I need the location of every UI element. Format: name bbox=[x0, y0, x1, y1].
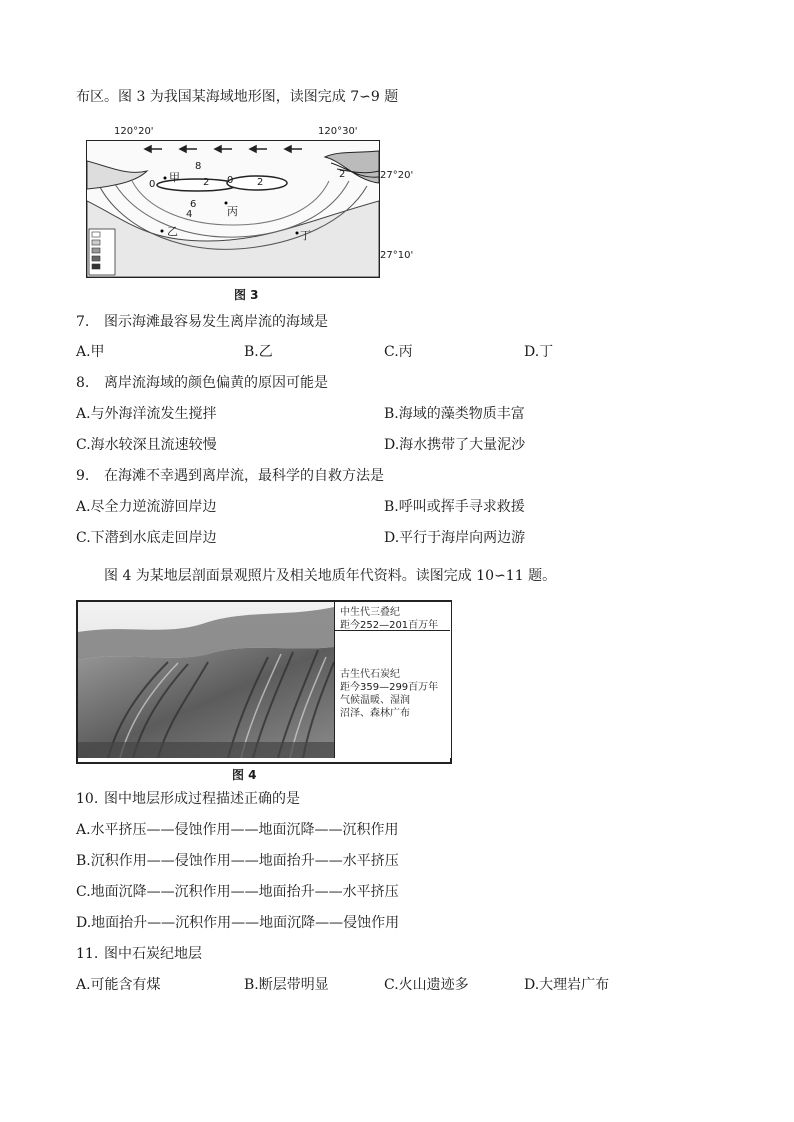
question-number: 8. bbox=[76, 375, 90, 391]
figure3-map bbox=[86, 140, 380, 278]
question-number: 11. bbox=[76, 946, 99, 962]
point-jia: 甲 bbox=[169, 171, 180, 184]
depth-label: 2 bbox=[339, 169, 346, 180]
question-stem: 在海滩不幸遇到离岸流，最科学的自救方法是 bbox=[104, 468, 384, 484]
label-line: 距今359—299百万年 bbox=[340, 682, 439, 693]
option-7d: D.丁 bbox=[524, 344, 554, 360]
question-stem: 图中石炭纪地层 bbox=[104, 946, 202, 962]
option-8d: D.海水携带了大量泥沙 bbox=[384, 437, 526, 453]
question-number: 9. bbox=[76, 468, 90, 484]
option-11b: B.断层带明显 bbox=[244, 977, 329, 993]
option-10a: A.水平挤压——侵蚀作用——地面沉降——沉积作用 bbox=[76, 822, 399, 838]
question-stem: 图示海滩最容易发生离岸流的海域是 bbox=[104, 314, 328, 330]
figure3-caption: 图 3 bbox=[234, 288, 259, 302]
point-yi: 乙 bbox=[167, 225, 178, 238]
question-10 bbox=[76, 790, 300, 808]
option-11c: C.火山遗迹多 bbox=[384, 977, 469, 993]
option-8b: B.海域的藻类物质丰富 bbox=[384, 406, 525, 422]
depth-label: 0 bbox=[227, 175, 234, 186]
option-10c: C.地面沉降——沉积作用——地面抬升——水平挤压 bbox=[76, 884, 399, 900]
question-number: 10. bbox=[76, 791, 99, 807]
depth-label: 6 bbox=[190, 199, 197, 210]
point-bing: 丙 bbox=[227, 205, 238, 218]
depth-label: 8 bbox=[195, 161, 202, 172]
intro-text: 布区。图 3 为我国某海域地形图，读图完成 7∽9 题 bbox=[76, 89, 399, 105]
depth-label: 0 bbox=[149, 179, 156, 190]
option-10d: D.地面抬升——沉积作用——地面沉降——侵蚀作用 bbox=[76, 915, 400, 931]
question-stem: 离岸流海域的颜色偏黄的原因可能是 bbox=[104, 375, 328, 391]
option-9a: A.尽全力逆流游回岸边 bbox=[76, 499, 217, 515]
option-7a: A.甲 bbox=[76, 344, 105, 360]
option-8a: A.与外海洋流发生搅拌 bbox=[76, 406, 217, 422]
label-line: 气候温暖、湿润 bbox=[340, 695, 410, 706]
option-7c: C.丙 bbox=[384, 344, 413, 360]
question-8 bbox=[76, 374, 328, 392]
figure4-caption: 图 4 bbox=[232, 768, 257, 782]
option-9d: D.平行于海岸向两边游 bbox=[384, 530, 526, 546]
question-9 bbox=[76, 467, 384, 485]
lon-label-left: 120°20' bbox=[114, 126, 154, 137]
depth-label: 2 bbox=[203, 177, 210, 188]
figure4-photo bbox=[76, 600, 452, 764]
option-11a: A.可能含有煤 bbox=[76, 977, 161, 993]
option-9c: C.下潜到水底走回岸边 bbox=[76, 530, 217, 546]
option-11d: D.大理岩广布 bbox=[524, 977, 610, 993]
question-number: 7. bbox=[76, 314, 90, 330]
question-11 bbox=[76, 945, 202, 963]
figure4-intro: 图 4 为某地层剖面景观照片及相关地质年代资料。读图完成 10∽11 题。 bbox=[104, 568, 557, 584]
label-line: 沼泽、森林广布 bbox=[340, 708, 410, 719]
option-10b: B.沉积作用——侵蚀作用——地面抬升——水平挤压 bbox=[76, 853, 399, 869]
question-7 bbox=[76, 313, 328, 331]
label-line: 中生代三叠纪 bbox=[340, 607, 400, 618]
strata-photo-graphic bbox=[78, 602, 334, 758]
depth-label: 2 bbox=[257, 177, 264, 188]
label-line: 古生代石炭纪 bbox=[340, 669, 400, 680]
lon-label-right: 120°30' bbox=[318, 126, 358, 137]
lat-label-top: 27°20' bbox=[380, 170, 414, 181]
lower-strata-label bbox=[340, 668, 450, 720]
option-9b: B.呼叫或挥手寻求救援 bbox=[384, 499, 525, 515]
lat-label-bottom: 27°10' bbox=[380, 250, 414, 261]
depth-label: 4 bbox=[186, 209, 193, 220]
option-8c: C.海水较深且流速较慢 bbox=[76, 437, 217, 453]
upper-strata-label bbox=[340, 606, 450, 632]
label-line: 距今252—201百万年 bbox=[340, 620, 439, 631]
option-7b: B.乙 bbox=[244, 344, 273, 360]
question-stem: 图中地层形成过程描述正确的是 bbox=[104, 791, 300, 807]
point-ding: 丁 bbox=[300, 229, 311, 242]
